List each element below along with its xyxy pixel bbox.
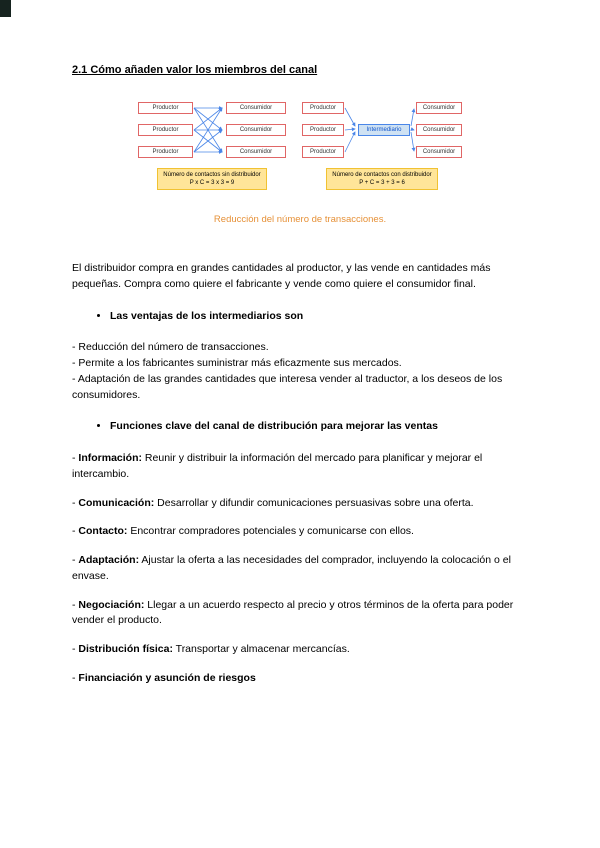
diagram-panels [72, 102, 528, 190]
producer-box: Productor [302, 102, 344, 114]
advantages-heading: • Las ventajas de los intermediarios son [110, 309, 528, 325]
consumer-box: Consumidor [226, 102, 286, 114]
consumer-box: Consumidor [416, 102, 462, 114]
functions-heading: • Funciones clave del canal de distribución para mejorar las ventas [110, 419, 528, 435]
highlight-line: Número de contactos sin distribuidor [163, 172, 261, 178]
consumer-box: Consumidor [226, 124, 286, 136]
contacts-without-distributor-label [157, 168, 266, 190]
diagram-left-boxes [138, 102, 286, 158]
diagram-right-boxes [302, 102, 462, 158]
highlight-formula: P x C = 3 x 3 = 9 [189, 180, 235, 186]
producer-box: Productor [302, 146, 344, 158]
intermediary-box: Intermediario [358, 124, 410, 136]
function-item: - Información: Reunir y distribuir la información del mercado para planificar y mejorar el intercambio. [72, 452, 483, 480]
advantage-item: - Adaptación de las grandes cantidades que interesa vender al traductor, a los deseos de los consumidores. [72, 372, 503, 401]
diagram-with-distributor [302, 102, 462, 190]
page-corner-artifact [0, 0, 11, 17]
figure-caption: Reducción del número de transacciones. [213, 214, 387, 225]
advantages-heading-list [72, 309, 528, 325]
section-title: 2.1 Cómo añaden valor los miembros del canal [72, 64, 318, 76]
advantage-item: - Permite a los fabricantes suministrar más eficazmente sus mercados. [72, 357, 402, 369]
contacts-with-distributor-label [326, 168, 437, 190]
consumer-box: Consumidor [416, 146, 462, 158]
function-item: - Distribución física: Transportar y almacenar mercancías. [72, 643, 350, 655]
consumer-box: Consumidor [226, 146, 286, 158]
producer-box: Productor [138, 146, 193, 158]
function-item: - Comunicación: Desarrollar y difundir comunicaciones persuasivas sobre una oferta. [72, 496, 474, 509]
function-item: - Contacto: Encontrar compradores potenciales y comunicarse con ellos. [72, 525, 414, 538]
highlight-line: Número de contactos con distribuidor [332, 172, 432, 178]
function-item: - Negociación: Llegar a un acuerdo respecto al precio y otros términos de la oferta para poder vender el producto. [72, 598, 514, 627]
advantage-item: - Reducción del número de transacciones. [72, 341, 269, 354]
diagram-without-distributor [138, 102, 286, 190]
producer-box: Productor [138, 102, 193, 114]
consumer-box: Consumidor [416, 124, 462, 136]
intro-paragraph: El distribuidor compra en grandes cantidades al productor, y las vende en cantidades más pequeñas. Compra como quiere el fabricante y vende como quiere el consumidor final. [72, 262, 491, 290]
channel-diagram [72, 102, 528, 225]
producer-box: Productor [138, 124, 193, 136]
functions-heading-list [72, 419, 528, 435]
function-item: - Adaptación: Ajustar la oferta a las necesidades del comprador, incluyendo la colocación o el envase. [72, 554, 511, 582]
producer-box: Productor [302, 124, 344, 136]
advantages-list [72, 340, 528, 403]
function-item: - Financiación y asunción de riesgos [72, 671, 256, 684]
highlight-formula: P + C = 3 + 3 = 6 [359, 180, 405, 186]
